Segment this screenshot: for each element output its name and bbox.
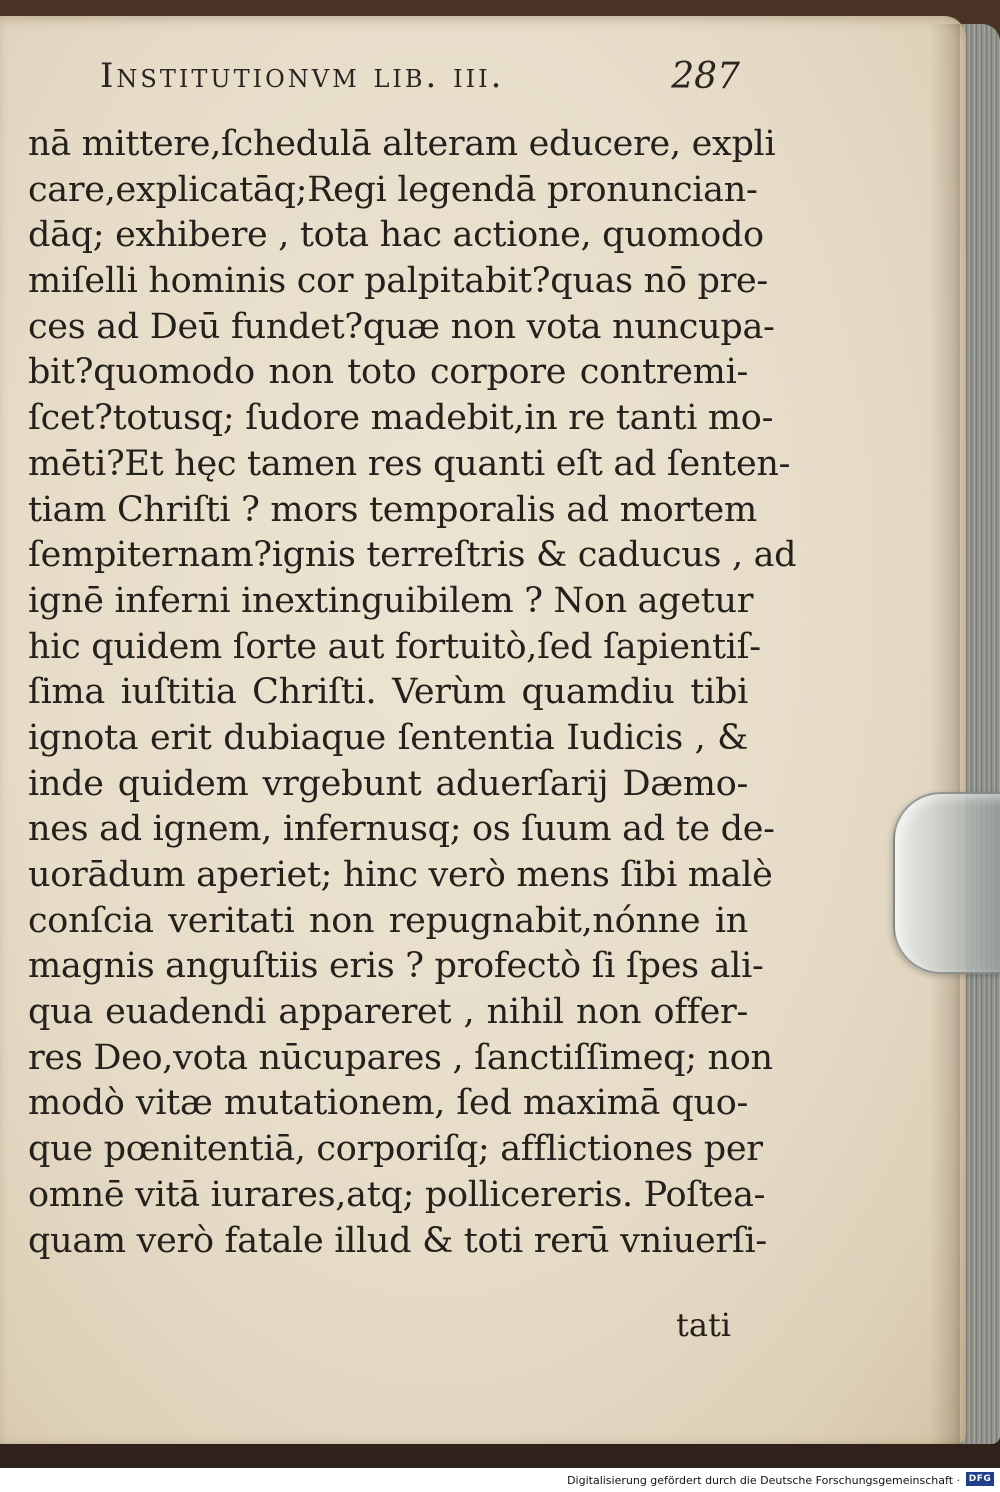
digitization-credit: Digitalisierung gefördert durch die Deutsche Forschungsgemeinschaft · <box>567 1474 960 1487</box>
page-number: 287 <box>671 56 740 97</box>
text-line: tiam Chriſti ? mors temporalis ad mortem <box>28 489 757 530</box>
text-line: ignē inferni inextinguibilem ? Non agetur <box>28 580 754 621</box>
text-line: inde quidem vrgebunt aduerſarij Dæmo- <box>28 763 748 804</box>
text-line: nes ad ignem, infernusq; os ſuum ad te de- <box>28 809 775 850</box>
page-clip <box>893 792 1000 974</box>
text-line: conſcia veritati non repugnabit,nónne in <box>28 900 748 941</box>
running-head <box>100 56 740 106</box>
text-line: ſcet?totusq; ſudore madebit,in re tanti mo- <box>28 398 774 439</box>
text-line: omnē vitā iurares,atq; pollicereris. Poſtea- <box>28 1174 766 1215</box>
page-edge-shadow <box>930 24 960 1444</box>
running-head-title: Institutionvm lib. iii. <box>100 56 505 96</box>
text-line: qua euadendi appareret , nihil non offer- <box>28 992 748 1033</box>
text-line: que pœnitentiā, corporiſq; afflictiones per <box>28 1129 763 1170</box>
text-line: ignota erit dubiaque ſententia Iudicis , & <box>28 717 748 758</box>
text-line: ces ad Deū fundet?quæ non vota nuncupa- <box>28 306 775 347</box>
catchword: tati <box>676 1306 732 1344</box>
text-line: magnis anguſtiis eris ? profectò ſi ſpes ali- <box>28 946 764 987</box>
text-line: uorādum aperiet; hinc verò mens ſibi malè <box>28 855 773 895</box>
text-line: nā mittere,ſchedulā alteram educere, expli <box>28 124 776 164</box>
text-line: ſima iuſtitia Chriſti. Verùm quamdiu tibi <box>28 672 748 713</box>
text-line: ſempiternam?ignis terreſtris & caducus , ad <box>28 535 797 576</box>
text-line: quam verò fatale illud & toti rerū vniuerſi- <box>28 1220 767 1261</box>
body-text <box>28 122 797 1264</box>
text-line: res Deo,vota nūcupares , ſanctiſſimeq; non <box>28 1037 773 1078</box>
dfg-logo: DFG <box>966 1472 994 1486</box>
text-line: mēti?Et hęc tamen res quanti eſt ad ſenten- <box>28 443 791 484</box>
text-line: modò vitæ mutationem, ſed maximā quo- <box>28 1083 748 1124</box>
text-line: care,explicatāq;Regi legendā pronuncian- <box>28 169 758 210</box>
text-line: dāq; exhibere , tota hac actione, quomodo <box>28 215 764 256</box>
text-line: bit?quomodo non toto corpore contremi- <box>28 352 748 393</box>
text-line: miſelli hominis cor palpitabit?quas nō pre- <box>28 261 768 302</box>
text-line: hic quidem ſorte aut fortuitò,ſed ſapientiſ- <box>28 626 761 667</box>
